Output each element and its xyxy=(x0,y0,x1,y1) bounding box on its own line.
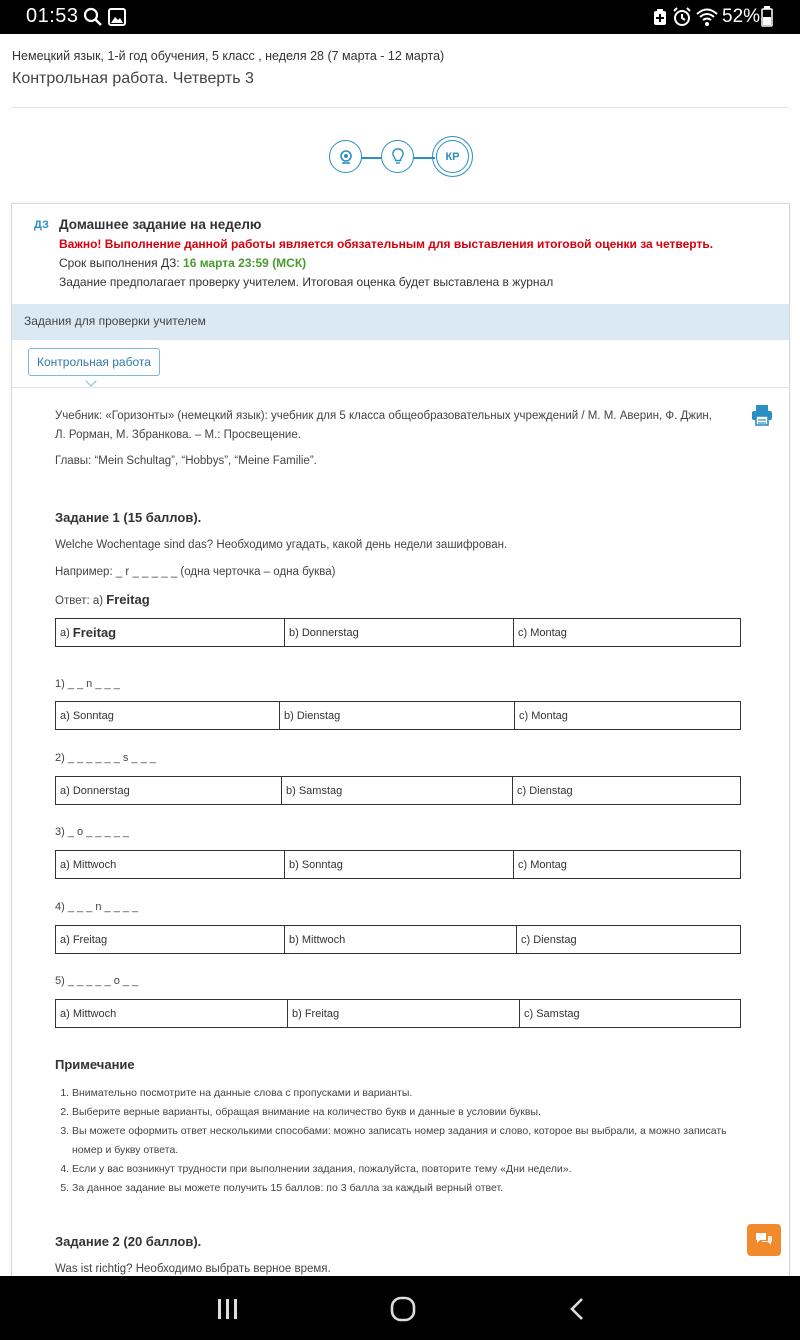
lightbulb-icon xyxy=(390,148,406,166)
option-cell: c) Samstag xyxy=(524,1007,580,1020)
tab-divider xyxy=(12,387,789,388)
wifi-icon xyxy=(696,7,718,27)
battery-saver-icon xyxy=(652,8,668,26)
option-cell: c) Dienstag xyxy=(521,933,577,946)
homework-tag: ДЗ xyxy=(34,219,49,231)
option-value: Freitag xyxy=(72,625,117,640)
recent-apps-icon[interactable] xyxy=(216,1298,240,1320)
step-lightbulb[interactable] xyxy=(381,140,414,173)
question-options-table xyxy=(55,776,741,805)
deadline-label: Срок выполнения ДЗ: xyxy=(59,256,180,270)
system-nav-bar xyxy=(0,1276,800,1340)
status-time: 01:53 xyxy=(26,5,79,27)
task1-heading: Задание 1 (15 баллов). xyxy=(55,510,202,525)
print-icon[interactable] xyxy=(750,403,774,427)
battery-percent: 52% xyxy=(722,6,761,27)
option-cell: c) Montag xyxy=(518,626,567,639)
answer-value: Freitag xyxy=(106,592,150,607)
search-icon xyxy=(83,7,103,27)
task1-sample-answer xyxy=(55,592,150,607)
chat-button[interactable] xyxy=(747,1224,781,1256)
answer-prefix: Ответ: a) xyxy=(55,595,104,607)
question-label: 1) _ _ n _ _ _ xyxy=(55,678,120,690)
option-cell: b) Sonntag xyxy=(285,851,514,878)
deadline-value: 16 марта 23:59 (МСК) xyxy=(183,256,307,270)
notes-heading: Примечание xyxy=(55,1057,135,1072)
home-icon[interactable] xyxy=(390,1296,416,1322)
step-kr[interactable] xyxy=(436,140,469,173)
deadline xyxy=(59,256,306,270)
option-cell xyxy=(56,619,285,646)
step-kr-label: КР xyxy=(445,150,460,163)
status-bar xyxy=(0,0,800,34)
alarm-icon xyxy=(672,7,692,27)
option-cell: b) Donnerstag xyxy=(285,619,514,646)
option-prefix: a) xyxy=(60,626,70,639)
list-item: 4. Если у вас возникнут трудности при выполнении задания, пожалуйста, повторите тему «Дни недели». xyxy=(72,1160,740,1179)
option-cell: c) Dienstag xyxy=(517,784,573,797)
option-cell: b) Mittwoch xyxy=(285,926,517,953)
chapters-info: Главы: “Mein Schultag”, “Hobbys”, “Meine Familie”. xyxy=(55,455,317,467)
question-label: 5) _ _ _ _ _ o _ _ xyxy=(55,975,139,987)
step-connector xyxy=(361,157,381,159)
option-cell: b) Dienstag xyxy=(280,702,515,729)
option-cell: a) Mittwoch xyxy=(56,851,285,878)
task1-instruction: Welche Wochentage sind das? Необходимо угадать, какой день недели зашифрован. xyxy=(55,539,508,551)
image-icon xyxy=(108,8,126,26)
option-cell: c) Montag xyxy=(519,709,568,722)
option-cell: a) Freitag xyxy=(56,926,285,953)
question-options-table xyxy=(55,701,741,730)
example-options-table xyxy=(55,618,741,647)
question-label: 2) _ _ _ _ _ _ s _ _ _ xyxy=(55,752,156,764)
webcam-icon xyxy=(338,149,354,165)
battery-icon xyxy=(761,6,773,28)
task1-example: Например: _ r _ _ _ _ _ (одна черточка – одна буква) xyxy=(55,566,336,578)
tab-control-work[interactable]: Контрольная работа xyxy=(28,348,160,376)
task2-instruction: Was ist richtig? Необходимо выбрать верное время. xyxy=(55,1263,331,1275)
list-item: 2. Выберите верные варианты, обращая внимание на количество букв и данные в условии буквы. xyxy=(72,1103,740,1122)
question-options-table xyxy=(55,999,741,1028)
chat-icon xyxy=(754,1231,774,1249)
tab-pointer xyxy=(85,375,96,386)
homework-card xyxy=(11,203,790,1283)
task2-heading: Задание 2 (20 баллов). xyxy=(55,1234,202,1249)
list-item: 1. Внимательно посмотрите на данные слова с пропусками и варианты. xyxy=(72,1084,740,1103)
question-options-table xyxy=(55,925,741,954)
textbook-info: Учебник: «Горизонты» (немецкий язык): учебник для 5 класса общеобразовательных учреждений / М. М. Аверин, Ф. Джин, Л. Рорман, М. Збранкова. – М.: Просвещение. xyxy=(55,410,712,441)
question-label: 3) _ o _ _ _ _ _ xyxy=(55,826,129,838)
question-options-table xyxy=(55,850,741,879)
option-cell: a) Mittwoch xyxy=(56,1000,288,1027)
option-cell: c) Montag xyxy=(518,858,567,871)
list-item: 5. За данное задание вы можете получить 15 баллов: по 3 балла за каждый верный ответ. xyxy=(72,1179,740,1198)
question-label: 4) _ _ _ n _ _ _ _ xyxy=(55,901,139,913)
option-cell: b) Freitag xyxy=(288,1000,520,1027)
option-cell: b) Samstag xyxy=(282,777,513,804)
step-webcam[interactable] xyxy=(329,140,362,173)
warning-text: Важно! Выполнение данной работы является обязательным для выставления итоговой оценки за четверть. xyxy=(59,237,714,251)
check-note: Задание предполагает проверку учителем. Итоговая оценка будет выставлена в журнал xyxy=(59,275,554,289)
page-title: Контрольная работа. Четверть 3 xyxy=(12,70,254,87)
breadcrumb: Немецкий язык, 1-й год обучения, 5 класс , неделя 28 (7 марта - 12 марта) xyxy=(12,49,445,63)
list-item: 3. Вы можете оформить ответ несколькими способами: можно записать номер задания и слово, которое вы выбрали, а можно записать номер и букву ответа. xyxy=(72,1122,740,1160)
option-cell: a) Sonntag xyxy=(56,702,280,729)
divider xyxy=(12,107,788,108)
section-band: Задания для проверки учителем xyxy=(12,304,789,340)
option-cell: a) Donnerstag xyxy=(56,777,282,804)
card-title: Домашнее задание на неделю xyxy=(59,217,262,232)
notes-list xyxy=(60,1084,740,1198)
back-icon[interactable] xyxy=(568,1297,586,1321)
